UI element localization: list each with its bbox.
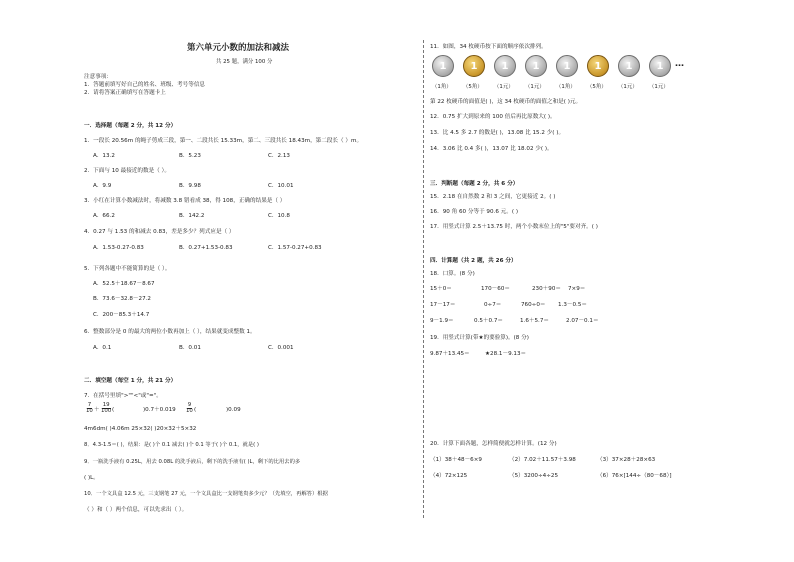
plus-sign: ＋ [94,407,100,413]
question-4: 4．0.27 与 1.53 的和减去 0.83，差是多少？列式应是（ ） [84,229,235,235]
coin-label: （1元） [525,84,545,90]
question-8: 8．4.3-1.5＝( )，结果：是( )个 0.1 减去( )个 0.1 等于( )个 0.1，就是( ) [84,442,259,448]
answer-blank[interactable]: ( [112,407,115,413]
calc-item: （6）76×[144÷（80－68）] [597,473,672,479]
section-heading-fill: 二．填空题（每空 1 分，共 21 分） [84,378,177,384]
question-6: 6．整数部分是 0 的最大的两位小数再加上（ ），结果就变成整数 1。 [84,329,256,335]
question-10: 10．一个文具盒 12.5 元，三支钢笔 27 元，一个文具盒比一支钢笔贵多少元？（先填空，再解答）根据 [84,491,328,497]
coin-value: 1 [563,60,571,72]
q2-option-c[interactable]: C．10.01 [268,183,294,189]
coin-label: （1元） [494,84,514,90]
q2-option-a[interactable]: A．9.9 [93,183,112,189]
question-9: 9．一瓶洗手液有 0.25L，用去 0.08L 的洗手液后，剩下的洗手液有( )L，剩下的比用去的多 [84,459,301,465]
question-1: 1．一段长 20.56m 的绳子剪成三段，第一、二段共长 15.33m，第二、三段共长 18.43m，第二段长（ ）m。 [84,138,363,144]
calc-item: （2）7.02＋11.57＋3.98 [509,457,576,463]
calc-item: （4）72×125 [430,473,468,479]
coin-silver [432,55,454,77]
section-heading-judge: 三．判断题（每题 2 分，共 6 分） [430,181,519,187]
coin-label: （1角） [556,84,576,90]
oral-item: 1.6＋5.7＝ [520,318,549,324]
q4-option-a[interactable]: A．1.53-0.27-0.83 [93,245,144,251]
question-16: 16．90 角 60 分等于 90.6 元。( ) [430,209,518,215]
page-subtitle: 共 25 题，满分 100 分 [216,59,273,65]
comparison-expression: )0.7＋0.019 [143,407,176,413]
oral-item: 1.3－0.5＝ [558,302,587,308]
coin-label: （1角） [432,84,452,90]
notice-heading: 注意事项： [84,74,112,80]
coin-gold [587,55,609,77]
q6-option-b[interactable]: B．0.01 [179,345,201,351]
question-7: 7．在括号里填">""<"或"="。 [84,393,162,399]
oral-item: 0.5＋0.7＝ [474,318,503,324]
q6-option-a[interactable]: A．0.1 [93,345,112,351]
coin-label: （1元） [649,84,669,90]
coin-silver [494,55,516,77]
question-3: 3．小红在计算小数减法时，将减数 3.8 错看成 38，得 108，正确的结果是（ ） [84,198,286,204]
coin-label: （5角） [463,84,483,90]
oral-item: 17－17＝ [430,302,456,308]
question-13: 13．比 4.5 多 2.7 的数是( )，13.08 比 15.2 少( )。 [430,130,565,136]
fraction-denominator: 10 [86,408,93,415]
q2-option-b[interactable]: B．9.98 [179,183,201,189]
fraction-19-100 [101,403,111,415]
q5-option-a[interactable]: A．52.5＋18.67－8.67 [93,281,155,287]
question-10-cont: （ ）和（ ）两个信息，可以先求出（ ）。 [84,507,188,513]
page-title: 第六单元小数的加法和减法 [187,43,290,53]
ellipsis: … [675,59,684,69]
fraction-numerator: 7 [87,402,92,408]
question-12: 12．0.75 扩大到原来的 100 倍后再比原数大( )。 [430,114,556,120]
question-19: 19．用竖式计算(带★的要验算)。(8 分) [430,335,529,341]
coin-silver [525,55,547,77]
coin-silver [618,55,640,77]
q6-option-c[interactable]: C．0.001 [268,345,294,351]
fraction-9-10 [186,403,193,415]
question-15: 15．2.18 在自然数 2 和 3 之间，它更接近 2。( ) [430,194,556,200]
q1-option-c[interactable]: C．2.13 [268,153,290,159]
coin-silver [556,55,578,77]
q4-option-c[interactable]: C．1.57-0.27+0.83 [268,245,322,251]
q3-option-b[interactable]: B．142.2 [179,213,205,219]
oral-item: 9－1.9＝ [430,318,454,324]
oral-item: 230＋90＝ [532,286,561,292]
coin-label: （5角） [587,84,607,90]
column-divider [423,40,424,518]
oral-item: 0÷7＝ [484,302,502,308]
question-7-line-2: 4m6dm( )4.06m 25×32( )20×32＋5×32 [84,426,197,432]
question-9-cont: ( )L。 [84,475,99,481]
coin-label: （1元） [618,84,638,90]
oral-item: 2.07－0.1＝ [566,318,599,324]
section-heading-choice: 一．选择题（每题 2 分，共 12 分） [84,123,177,129]
coin-value: 1 [656,60,664,72]
q1-option-a[interactable]: A．13.2 [93,153,115,159]
q3-option-c[interactable]: C．10.8 [268,213,290,219]
oral-item: 760÷0＝ [521,302,546,308]
q5-option-c[interactable]: C．200－85.3＋14.7 [93,312,150,318]
calc-item: （1）38＋48－6×9 [430,457,482,463]
coin-value: 1 [625,60,633,72]
fraction-numerator: 19 [102,402,110,408]
fraction-7-10 [86,403,93,415]
question-11-cont: 第 22 枚硬币的面值是( )，这 34 枚硬币的面值之和是( )元。 [430,99,582,105]
fraction-numerator: 9 [187,402,192,408]
question-2: 2．下面与 10 最接近的数是（ ）。 [84,168,170,174]
coin-silver [649,55,671,77]
q3-option-a[interactable]: A．66.2 [93,213,115,219]
coin-value: 1 [439,60,447,72]
question-20: 20．计算下面各题，怎样简便就怎样计算。(12 分) [430,441,557,447]
coin-value: 1 [594,60,602,72]
fraction-denominator: 10 [186,408,193,415]
oral-item: 7×9＝ [568,286,586,292]
notice-item: 1．答题前填写好自己的姓名、班级、考号等信息 [84,82,206,88]
calc-item: （3）37×28＋28×63 [597,457,656,463]
question-5: 5．下列各题中不能简算的是（ ）。 [84,266,171,272]
question-14: 14．3.06 比 0.4 多( )，13.07 比 18.02 少( )。 [430,146,553,152]
comparison-expression: )0.09 [226,407,241,413]
notice-item: 2．请将答案正确填写在答题卡上 [84,90,166,96]
question-18: 18．口算。(8 分) [430,271,475,277]
question-11: 11．如图，34 枚硬币按下面的顺序依次排列。 [430,44,547,50]
q5-option-b[interactable]: B．73.6－32.8－27.2 [93,296,151,302]
vertical-calc-item: 9.87＋13.45＝ [430,351,470,357]
fraction-denominator: 100 [101,408,112,415]
section-heading-calc: 四．计算题（共 2 题，共 26 分） [430,258,517,264]
coin-value: 1 [532,60,540,72]
coin-value: 1 [470,60,478,72]
oral-item: 170－60＝ [481,286,510,292]
vertical-calc-item: ★28.1－9.13＝ [485,351,527,357]
question-17: 17．用竖式计算 2.5＋13.75 时，两个小数末位上的"5"要对齐。( ) [430,224,598,230]
calc-item: （5）3200÷4÷25 [509,473,559,479]
q4-option-b[interactable]: B．0.27+1.53-0.83 [179,245,233,251]
coin-value: 1 [501,60,509,72]
q1-option-b[interactable]: B．5.23 [179,153,201,159]
oral-item: 15＋0＝ [430,286,452,292]
answer-blank[interactable]: ( [194,407,197,413]
coin-gold [463,55,485,77]
